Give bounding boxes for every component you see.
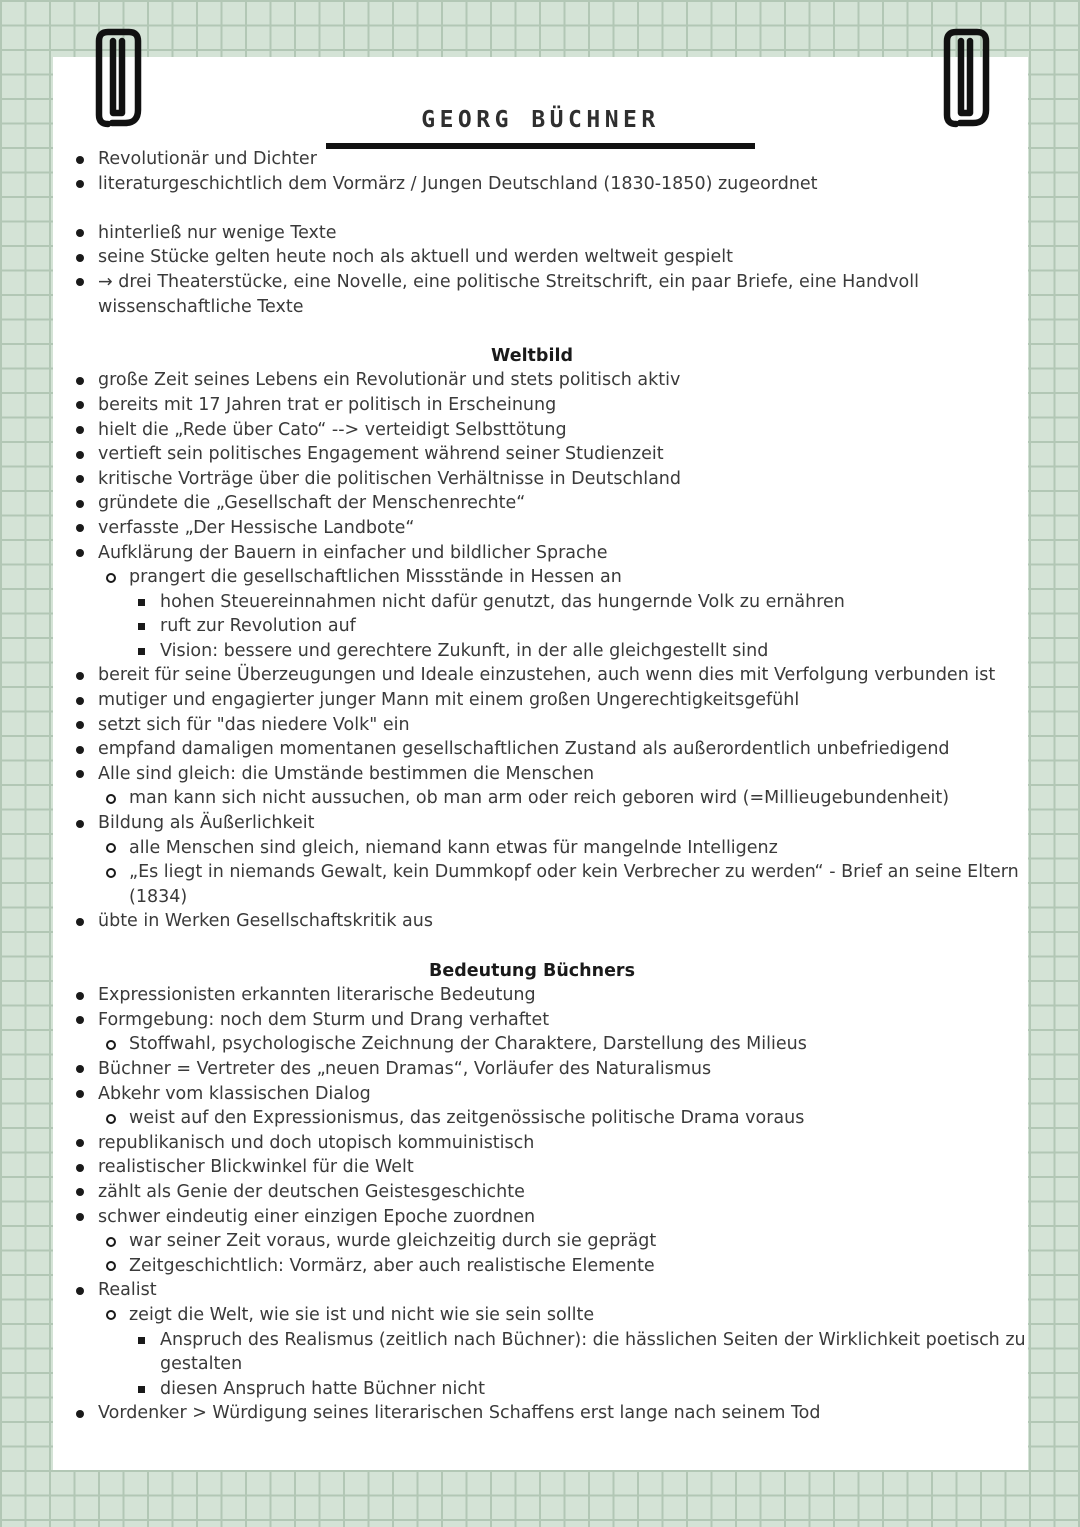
list-item: zählt als Genie der deutschen Geistesgeschichte: [0, 1180, 1080, 1205]
list-item: hinterließ nur wenige Texte: [0, 221, 1080, 246]
sub-list-item: zeigt die Welt, wie sie ist und nicht wie sie sein sollte: [0, 1303, 1080, 1328]
notes-content: [0, 147, 1080, 1426]
list-item: Abkehr vom klassischen Dialog: [0, 1082, 1080, 1107]
sub-sub-list-item: ruft zur Revolution auf: [0, 614, 1080, 639]
sub-list-item: Stoffwahl, psychologische Zeichnung der Charaktere, Darstellung des Milieus: [0, 1032, 1080, 1057]
list-item-continuation: wissenschaftliche Texte: [98, 296, 304, 317]
list-item: empfand damaligen momentanen gesellschaftlichen Zustand als außerordentlich unbefriedigend: [0, 737, 1080, 762]
list-item: republikanisch und doch utopisch kommuinistisch: [0, 1131, 1080, 1156]
list-item: Formgebung: noch dem Sturm und Drang verhaftet: [0, 1008, 1080, 1033]
sub-list-item-continuation: (1834): [129, 886, 188, 907]
sub-sub-list-item: hohen Steuereinnahmen nicht dafür genutzt, das hungernde Volk zu ernähren: [0, 590, 1080, 615]
list-item: → drei Theaterstücke, eine Novelle, eine politische Streitschrift, ein paar Briefe, eine Handvoll: [0, 270, 1080, 295]
sub-sub-list-item: Anspruch des Realismus (zeitlich nach Büchner): die hässlichen Seiten der Wirklichkeit poetisch zu: [0, 1328, 1080, 1353]
list-item: realistischer Blickwinkel für die Welt: [0, 1155, 1080, 1180]
sub-list-item: weist auf den Expressionismus, das zeitgenössische politische Drama voraus: [0, 1106, 1080, 1131]
sub-list-item: „Es liegt in niemands Gewalt, kein Dummkopf oder kein Verbrecher zu werden“ - Brief an seine Eltern: [0, 860, 1080, 885]
list-item: literaturgeschichtlich dem Vormärz / Jungen Deutschland (1830-1850) zugeordnet: [0, 172, 1080, 197]
list-item: Bildung als Äußerlichkeit: [0, 811, 1080, 836]
list-item: große Zeit seines Lebens ein Revolutionär und stets politisch aktiv: [0, 368, 1080, 393]
list-item: verfasste „Der Hessische Landbote“: [0, 516, 1080, 541]
list-item: bereit für seine Überzeugungen und Ideale einzustehen, auch wenn dies mit Verfolgung verbunden ist: [0, 663, 1080, 688]
list-item: Vordenker > Würdigung seines literarischen Schaffens erst lange nach seinem Tod: [0, 1401, 1080, 1426]
list-item: übte in Werken Gesellschaftskritik aus: [0, 909, 1080, 934]
list-item: Büchner = Vertreter des „neuen Dramas“, Vorläufer des Naturalismus: [0, 1057, 1080, 1082]
sub-sub-list-item-continuation: gestalten: [160, 1354, 243, 1375]
list-item: gründete die „Gesellschaft der Menschenrechte“: [0, 491, 1080, 516]
list-item: Expressionisten erkannten literarische Bedeutung: [0, 983, 1080, 1008]
list-item: Alle sind gleich: die Umstände bestimmen die Menschen: [0, 762, 1080, 787]
list-item: hielt die „Rede über Cato“ --> verteidigt Selbsttötung: [0, 418, 1080, 443]
list-item: mutiger und engagierter junger Mann mit einem großen Ungerechtigkeitsgefühl: [0, 688, 1080, 713]
paperclip-icon: [940, 27, 992, 131]
page-title: GEORG BÜCHNER: [421, 107, 660, 133]
list-item: Revolutionär und Dichter: [0, 147, 1080, 172]
paperclip-icon: [92, 27, 144, 131]
sub-list-item: war seiner Zeit voraus, wurde gleichzeitig durch sie geprägt: [0, 1229, 1080, 1254]
sub-sub-list-item: Vision: bessere und gerechtere Zukunft, in der alle gleichgestellt sind: [0, 639, 1080, 664]
sub-list-item: alle Menschen sind gleich, niemand kann etwas für mangelnde Intelligenz: [0, 836, 1080, 861]
section-heading-weltbild: Weltbild: [491, 345, 573, 366]
list-item: schwer eindeutig einer einzigen Epoche zuordnen: [0, 1205, 1080, 1230]
section-heading-bedeutung: Bedeutung Büchners: [429, 960, 635, 981]
sub-list-item: Zeitgeschichtlich: Vormärz, aber auch realistische Elemente: [0, 1254, 1080, 1279]
list-item: kritische Vorträge über die politischen Verhältnisse in Deutschland: [0, 467, 1080, 492]
list-item: seine Stücke gelten heute noch als aktuell und werden weltweit gespielt: [0, 245, 1080, 270]
sub-list-item: prangert die gesellschaftlichen Missstände in Hessen an: [0, 565, 1080, 590]
list-item: Realist: [0, 1278, 1080, 1303]
list-item: Aufklärung der Bauern in einfacher und bildlicher Sprache: [0, 541, 1080, 566]
sub-sub-list-item: diesen Anspruch hatte Büchner nicht: [0, 1377, 1080, 1402]
list-item: setzt sich für "das niedere Volk" ein: [0, 713, 1080, 738]
list-item: vertieft sein politisches Engagement während seiner Studienzeit: [0, 442, 1080, 467]
list-item: bereits mit 17 Jahren trat er politisch in Erscheinung: [0, 393, 1080, 418]
sub-list-item: man kann sich nicht aussuchen, ob man arm oder reich geboren wird (=Millieugebundenheit): [0, 786, 1080, 811]
